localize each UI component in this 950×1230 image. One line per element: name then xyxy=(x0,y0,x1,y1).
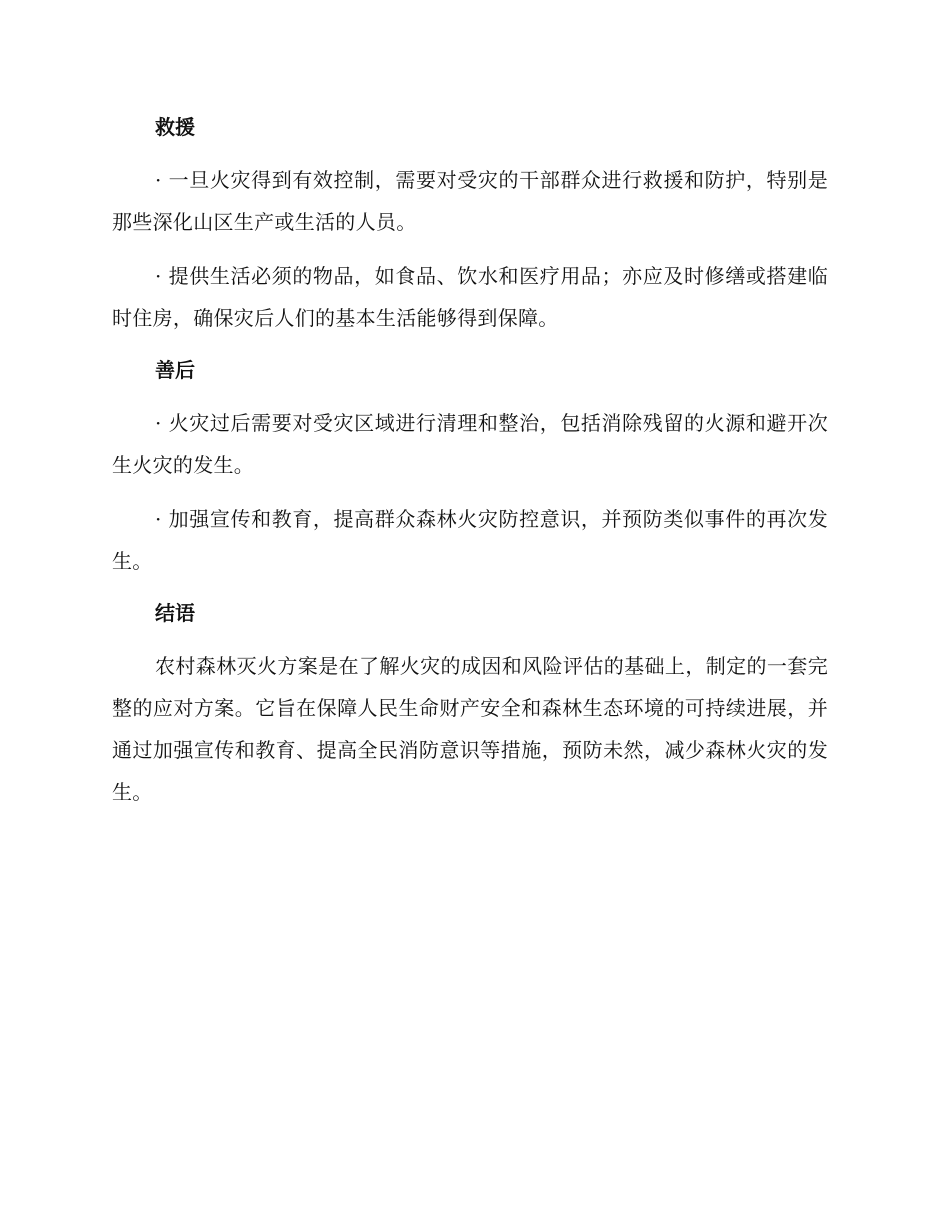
section-heading-rescue: 救援 xyxy=(155,115,195,139)
document-page xyxy=(112,108,828,825)
section-heading-conclusion: 结语 xyxy=(155,601,195,625)
section-aftermath xyxy=(112,351,828,582)
section-heading-aftermath: 善后 xyxy=(155,358,195,382)
paragraph: · 提供生活必须的物品，如食品、饮水和医疗用品；亦应及时修缮或搭建临时住房，确保灾后人们的基本生活能够得到保障。 xyxy=(112,264,828,330)
section-rescue xyxy=(112,108,828,339)
paragraph: · 加强宣传和教育，提高群众森林火灾防控意识，并预防类似事件的再次发生。 xyxy=(112,507,828,573)
paragraph: · 火灾过后需要对受灾区域进行清理和整治，包括消除残留的火源和避开次生火灾的发生。 xyxy=(112,411,828,477)
paragraph: · 一旦火灾得到有效控制，需要对受灾的干部群众进行救援和防护，特别是那些深化山区生产或生活的人员。 xyxy=(112,168,828,234)
section-conclusion xyxy=(112,594,828,813)
paragraph: 农村森林灭火方案是在了解火灾的成因和风险评估的基础上，制定的一套完整的应对方案。它旨在保障人民生命财产安全和森林生态环境的可持续进展，并通过加强宣传和教育、提高全民消防意识等措施，预防未然，减少森林火灾的发生。 xyxy=(112,654,828,804)
